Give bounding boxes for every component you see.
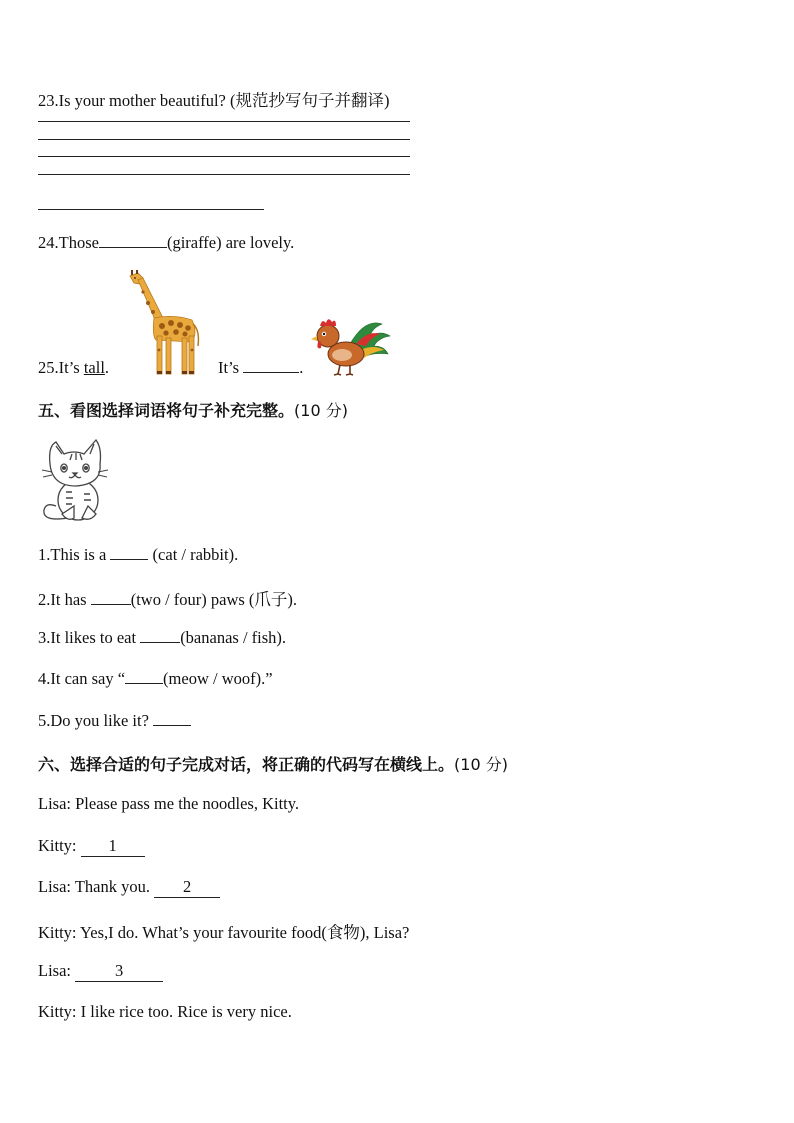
dialogue-line-6: Kitty: I like rice too. Rice is very nice. [38,1002,292,1021]
q25-dot: . [104,358,110,377]
question-24 [38,233,294,253]
s5-item-3-blank[interactable] [140,628,180,643]
section-6-score: (10 分) [454,755,508,774]
cat-image [38,436,110,526]
giraffe-image [126,270,206,376]
answer-line-3 [38,156,410,157]
s5-item-3 [38,628,286,648]
section-6-title: 六、选择合适的句子完成对话，将正确的代码写在横线上。 [38,755,455,774]
q25-its: It’s [218,358,240,377]
dialogue-line-2 [38,836,145,857]
dialogue-line-2-speaker: Kitty: [38,836,81,855]
q24-pre: 24.Those [38,233,99,252]
q24-post: (giraffe) are lovely. [166,233,295,252]
answer-line-5 [38,209,264,210]
dialogue-line-5-speaker: Lisa: [38,961,76,980]
s5-item-2-post: (two / four) paws (爪子). [130,590,298,609]
s5-item-4-blank[interactable] [125,669,163,684]
answer-line-1 [38,121,410,122]
section-5-score: (10 分) [294,401,348,420]
s5-item-5 [38,711,191,731]
s5-item-3-post: (bananas / fish). [180,628,287,647]
s5-item-4 [38,669,273,689]
section-5-heading [38,398,348,421]
s5-item-1-pre: 1.This is a [38,545,111,564]
s5-item-5-blank[interactable] [153,711,191,726]
s5-item-2-blank[interactable] [91,590,131,605]
section-6-heading [38,752,508,775]
answer-line-2 [38,139,410,140]
q25-blank[interactable] [243,358,299,373]
answer-blank-3[interactable]: 3 [75,961,163,982]
dialogue-line-5 [38,961,163,982]
s5-item-4-pre: 4.It can say “ [38,669,126,688]
s5-item-1-post: (cat / rabbit). [148,545,239,564]
dialogue-line-4: Kitty: Yes,I do. What’s your favourite food(食物), Lisa? [38,923,410,942]
s5-item-3-pre: 3.It likes to eat [38,628,141,647]
s5-item-1-blank[interactable] [110,545,148,560]
s5-item-2 [38,586,297,610]
dialogue-line-1: Lisa: Please pass me the noodles, Kitty. [38,794,300,813]
dialogue-line-3-text: Lisa: Thank you. [38,877,155,896]
q24-blank[interactable] [99,233,167,248]
rooster-image [310,314,392,376]
q25-pre: 25.It’s [38,358,84,377]
answer-line-4 [38,174,410,175]
s5-item-5-pre: 5.Do you like it? [38,711,154,730]
answer-blank-2[interactable]: 2 [154,877,220,898]
dialogue-line-3 [38,877,220,898]
question-25 [38,358,109,378]
s5-item-1 [38,545,238,565]
question-25b [218,358,303,378]
question-23: 23.Is your mother beautiful? (规范抄写句子并翻译) [38,91,390,110]
s5-item-2-pre: 2.It has [38,590,91,609]
s5-item-4-post: (meow / woof).” [163,669,273,688]
answer-blank-1[interactable]: 1 [81,836,145,857]
section-5-title: 五、看图选择词语将句子补充完整。 [38,401,295,420]
q25-end: . [299,358,304,377]
q25-word: tall [83,358,105,377]
